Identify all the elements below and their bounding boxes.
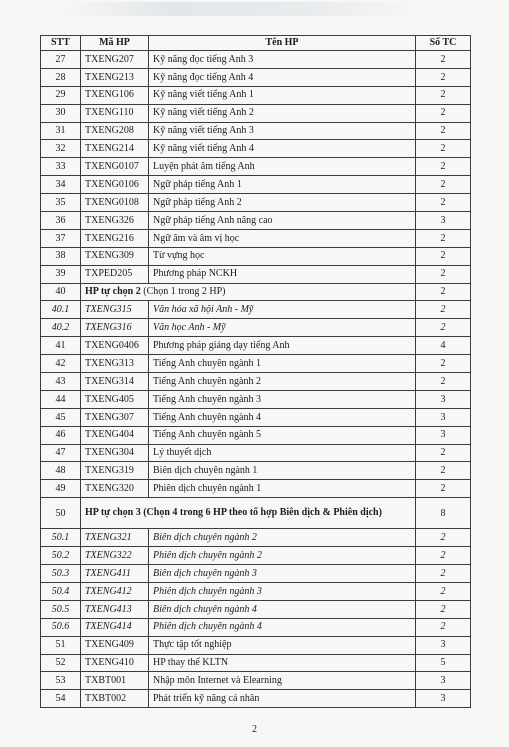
row-stt: 28	[41, 68, 81, 86]
row-course-code: TXENG0108	[81, 194, 149, 212]
row-course-name: Văn học Anh - Mỹ	[149, 319, 416, 337]
row-course-code: TXBT001	[81, 672, 149, 690]
table-row	[41, 672, 471, 690]
row-course-code: TXENG313	[81, 355, 149, 373]
row-course-name: Ngữ pháp tiếng Anh 2	[149, 194, 416, 212]
row-course-name: Kỹ năng viết tiếng Anh 3	[149, 122, 416, 140]
table-row	[41, 319, 471, 337]
row-course-code: TXENG411	[81, 565, 149, 583]
row-course-name: Biên dịch chuyên ngành 3	[149, 565, 416, 583]
table-row	[41, 636, 471, 654]
table-row	[41, 337, 471, 355]
scan-artifact	[60, 2, 420, 16]
header-stt: STT	[41, 36, 81, 51]
row-credits: 2	[416, 158, 471, 176]
row-course-name: Kỹ năng viết tiếng Anh 1	[149, 86, 416, 104]
row-stt: 49	[41, 480, 81, 498]
table-row	[41, 547, 471, 565]
row-credits: 3	[416, 212, 471, 230]
row-stt: 38	[41, 247, 81, 265]
row-course-name: Phiên dịch chuyên ngành 4	[149, 618, 416, 636]
row-stt: 50.2	[41, 547, 81, 565]
row-stt: 29	[41, 86, 81, 104]
row-course-name: Kỹ năng viết tiếng Anh 4	[149, 140, 416, 158]
row-stt: 40	[41, 283, 81, 301]
row-course-code: TXENG207	[81, 51, 149, 69]
row-stt: 36	[41, 212, 81, 230]
row-stt: 50.1	[41, 529, 81, 547]
row-course-code: TXENG414	[81, 618, 149, 636]
row-stt: 39	[41, 265, 81, 283]
table-body	[41, 51, 471, 708]
row-course-code: TXENG322	[81, 547, 149, 565]
table-row	[41, 140, 471, 158]
row-course-code: TXENG319	[81, 462, 149, 480]
row-credits: 2	[416, 529, 471, 547]
row-course-name: Tiếng Anh chuyên ngành 2	[149, 373, 416, 391]
row-credits: 2	[416, 122, 471, 140]
header-course-code: Mã HP	[81, 36, 149, 51]
row-credits: 2	[416, 547, 471, 565]
row-stt: 40.2	[41, 319, 81, 337]
row-stt: 50.5	[41, 600, 81, 618]
row-course-name: Phiên dịch chuyên ngành 1	[149, 480, 416, 498]
table-row	[41, 498, 471, 529]
row-course-code: TXENG413	[81, 600, 149, 618]
row-course-code: TXENG0406	[81, 337, 149, 355]
row-course-name: Biên dịch chuyên ngành 4	[149, 600, 416, 618]
row-course-name: Phát triển kỹ năng cá nhân	[149, 690, 416, 708]
table-row	[41, 408, 471, 426]
table-row	[41, 158, 471, 176]
row-stt: 43	[41, 373, 81, 391]
table-row	[41, 122, 471, 140]
row-credits: 3	[416, 390, 471, 408]
row-credits: 2	[416, 86, 471, 104]
row-course-name: Tiếng Anh chuyên ngành 4	[149, 408, 416, 426]
row-credits: 2	[416, 194, 471, 212]
row-stt: 50.6	[41, 618, 81, 636]
row-course-code: TXENG216	[81, 229, 149, 247]
row-course-code: TXENG214	[81, 140, 149, 158]
table-row	[41, 301, 471, 319]
row-credits: 5	[416, 654, 471, 672]
row-credits: 2	[416, 444, 471, 462]
elective-group-note: (Chọn 1 trong 2 HP)	[140, 286, 226, 298]
row-credits: 2	[416, 565, 471, 583]
row-course-code: TXBT002	[81, 690, 149, 708]
row-course-code: TXENG304	[81, 444, 149, 462]
row-course-code: TXENG0106	[81, 176, 149, 194]
row-stt: 32	[41, 140, 81, 158]
header-course-name: Tên HP	[149, 36, 416, 51]
table-row	[41, 176, 471, 194]
row-credits: 2	[416, 618, 471, 636]
row-course-name: Tiếng Anh chuyên ngành 5	[149, 426, 416, 444]
table-row	[41, 265, 471, 283]
row-credits: 2	[416, 301, 471, 319]
row-course-name: Kỹ năng đọc tiếng Anh 4	[149, 68, 416, 86]
row-course-name: Kỹ năng viết tiếng Anh 2	[149, 104, 416, 122]
row-credits: 4	[416, 337, 471, 355]
row-credits: 2	[416, 319, 471, 337]
row-course-code: TXENG307	[81, 408, 149, 426]
row-stt: 37	[41, 229, 81, 247]
row-stt: 50.4	[41, 582, 81, 600]
row-course-code: TXENG326	[81, 212, 149, 230]
row-course-code: TXPED205	[81, 265, 149, 283]
elective-group-label	[81, 283, 416, 301]
row-course-name: Thực tập tốt nghiệp	[149, 636, 416, 654]
row-credits: 2	[416, 283, 471, 301]
row-stt: 50.3	[41, 565, 81, 583]
row-course-code: TXENG110	[81, 104, 149, 122]
row-course-name: HP thay thế KLTN	[149, 654, 416, 672]
row-course-code: TXENG315	[81, 301, 149, 319]
elective-group-title: HP tự chọn 3 (Chọn 4 trong 6 HP theo tổ hợp Biên dịch & Phiên dịch)	[85, 507, 382, 519]
row-stt: 50	[41, 498, 81, 529]
row-stt: 42	[41, 355, 81, 373]
table-row	[41, 212, 471, 230]
table-row	[41, 480, 471, 498]
course-table	[40, 35, 471, 708]
table-row	[41, 529, 471, 547]
row-course-code: TXENG320	[81, 480, 149, 498]
row-course-name: Phiên dịch chuyên ngành 2	[149, 547, 416, 565]
row-course-code: TXENG314	[81, 373, 149, 391]
row-credits: 2	[416, 68, 471, 86]
row-credits: 2	[416, 104, 471, 122]
row-course-code: TXENG0107	[81, 158, 149, 176]
row-course-name: Biên dịch chuyên ngành 2	[149, 529, 416, 547]
row-course-code: TXENG309	[81, 247, 149, 265]
table-row	[41, 444, 471, 462]
row-course-code: TXENG404	[81, 426, 149, 444]
row-credits: 2	[416, 480, 471, 498]
row-course-name: Ngữ pháp tiếng Anh nâng cao	[149, 212, 416, 230]
row-stt: 52	[41, 654, 81, 672]
table-row	[41, 373, 471, 391]
table-row	[41, 690, 471, 708]
row-stt: 33	[41, 158, 81, 176]
row-stt: 51	[41, 636, 81, 654]
row-stt: 35	[41, 194, 81, 212]
row-credits: 8	[416, 498, 471, 529]
row-stt: 34	[41, 176, 81, 194]
row-credits: 2	[416, 140, 471, 158]
page-number: 2	[252, 724, 257, 735]
row-course-name: Nhập môn Internet và Elearning	[149, 672, 416, 690]
row-course-code: TXENG106	[81, 86, 149, 104]
header-credits: Số TC	[416, 36, 471, 51]
row-credits: 2	[416, 229, 471, 247]
row-credits: 3	[416, 408, 471, 426]
row-credits: 2	[416, 247, 471, 265]
row-course-code: TXENG213	[81, 68, 149, 86]
row-course-name: Tiếng Anh chuyên ngành 3	[149, 390, 416, 408]
table-row	[41, 247, 471, 265]
table-row	[41, 283, 471, 301]
table-row	[41, 68, 471, 86]
row-credits: 3	[416, 636, 471, 654]
row-course-name: Ngữ âm và âm vị học	[149, 229, 416, 247]
row-stt: 45	[41, 408, 81, 426]
table-row	[41, 600, 471, 618]
row-course-code: TXENG316	[81, 319, 149, 337]
row-credits: 3	[416, 426, 471, 444]
row-course-code: TXENG321	[81, 529, 149, 547]
row-stt: 27	[41, 51, 81, 69]
row-credits: 3	[416, 690, 471, 708]
row-course-name: Phương pháp giảng dạy tiếng Anh	[149, 337, 416, 355]
table-row	[41, 426, 471, 444]
row-course-name: Phiên dịch chuyên ngành 3	[149, 582, 416, 600]
row-credits: 3	[416, 672, 471, 690]
row-credits: 2	[416, 51, 471, 69]
row-course-code: TXENG409	[81, 636, 149, 654]
elective-group-title: HP tự chọn 2	[85, 286, 141, 298]
row-course-name: Ngữ pháp tiếng Anh 1	[149, 176, 416, 194]
row-credits: 2	[416, 265, 471, 283]
row-course-name: Kỹ năng đọc tiếng Anh 3	[149, 51, 416, 69]
row-stt: 53	[41, 672, 81, 690]
row-stt: 47	[41, 444, 81, 462]
row-course-name: Luyện phát âm tiếng Anh	[149, 158, 416, 176]
row-course-code: TXENG405	[81, 390, 149, 408]
row-stt: 48	[41, 462, 81, 480]
table-header-row	[41, 36, 471, 51]
table-row	[41, 229, 471, 247]
row-course-name: Tiếng Anh chuyên ngành 1	[149, 355, 416, 373]
row-stt: 30	[41, 104, 81, 122]
table-row	[41, 654, 471, 672]
row-stt: 41	[41, 337, 81, 355]
elective-group-label	[81, 498, 416, 529]
table-row	[41, 565, 471, 583]
row-stt: 54	[41, 690, 81, 708]
row-credits: 2	[416, 582, 471, 600]
row-course-name: Từ vựng học	[149, 247, 416, 265]
row-stt: 40.1	[41, 301, 81, 319]
table-row	[41, 618, 471, 636]
row-credits: 2	[416, 355, 471, 373]
table-row	[41, 390, 471, 408]
row-credits: 2	[416, 462, 471, 480]
row-credits: 2	[416, 373, 471, 391]
row-credits: 2	[416, 176, 471, 194]
table-row	[41, 194, 471, 212]
row-course-code: TXENG412	[81, 582, 149, 600]
row-course-name: Phương pháp NCKH	[149, 265, 416, 283]
row-course-name: Văn hóa xã hội Anh - Mỹ	[149, 301, 416, 319]
table-row	[41, 104, 471, 122]
row-credits: 2	[416, 600, 471, 618]
row-stt: 44	[41, 390, 81, 408]
row-course-code: TXENG410	[81, 654, 149, 672]
table-row	[41, 462, 471, 480]
table-row	[41, 86, 471, 104]
row-course-name: Biên dịch chuyên ngành 1	[149, 462, 416, 480]
row-course-code: TXENG208	[81, 122, 149, 140]
row-course-name: Lý thuyết dịch	[149, 444, 416, 462]
table-row	[41, 582, 471, 600]
table-row	[41, 51, 471, 69]
table-row	[41, 355, 471, 373]
row-stt: 46	[41, 426, 81, 444]
row-stt: 31	[41, 122, 81, 140]
